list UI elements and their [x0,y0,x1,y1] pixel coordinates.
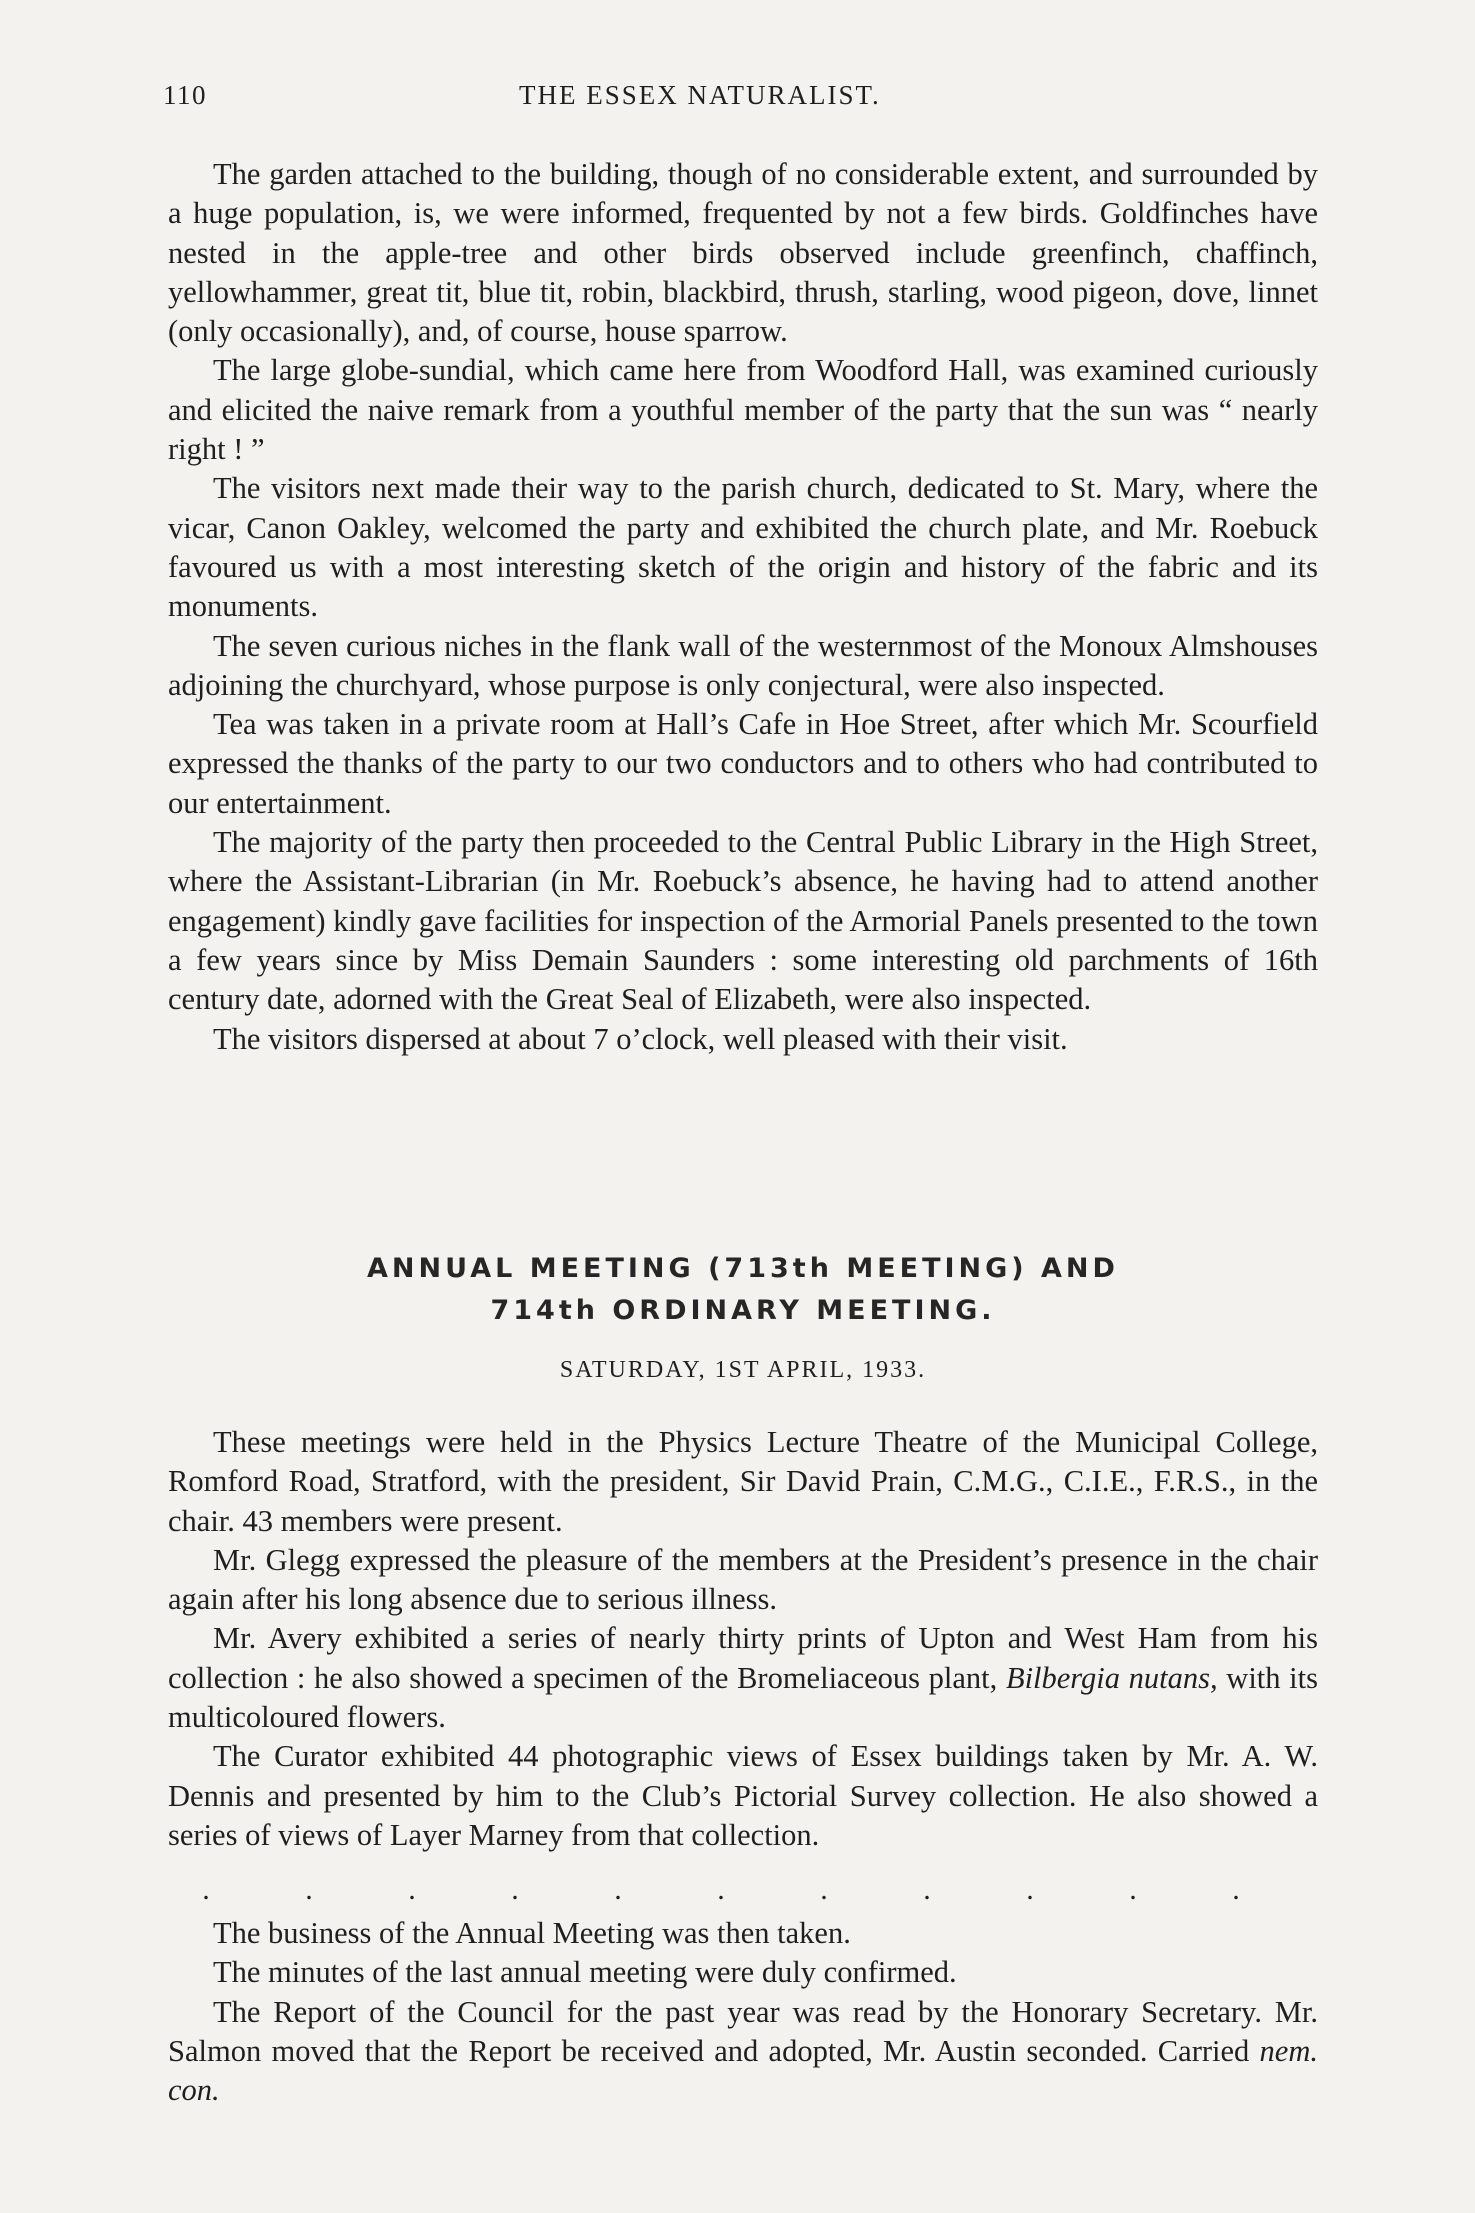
species-name: Bilbergia nutans, [1005,1660,1218,1695]
paragraph-business: The business of the Annual Meeting was then taken. [213,1916,851,1950]
paragraph-glegg: Mr. Glegg expressed the pleasure of the members at the President’s presence in the chair again after his long absence due to serious illness. [168,1542,1318,1617]
paragraph-meetings-held: These meetings were held in the Physics Lecture Theatre of the Municipal College, Romford Road, Stratford, with the president, Sir David Prain, C.M.G., C.I.E., F.R.S., in the chair. 43 members were present. [168,1425,1318,1538]
paragraph-curator: The Curator exhibited 44 photographic views of Essex buildings taken by Mr. A. W. Dennis and presented by him to the Club’s Pictorial Survey collection. He also showed a series of views of Layer Marney from that collection. [168,1739,1318,1852]
paragraph-tea: Tea was taken in a private room at Hall’s Cafe in Hoe Street, after which Mr. Scourfield expressed the thanks of the party to our two conductors and to others who had contributed to our entertainment. [168,707,1318,820]
paragraph-garden: The garden attached to the building, though of no considerable extent, and surrounded by a huge population, is, we were informed, frequented by not a few birds. Goldfinches have nested in the apple-tree and other birds observed include greenfinch, chaffinch, yellowhammer, great tit, blue tit, robin, blackbird, thrush, starling, wood pigeon, dove, linnet (only occasionally), and, of course, house sparrow. [168,157,1318,349]
meeting-date: SATURDAY, 1ST APRIL, 1933. [559,1357,927,1383]
paragraph-report: The Report of the Council for the past year was read by the Honorary Secretary. Mr. Salmon moved that the Report be received and adopted, Mr. Austin seconded. Carried nem. con. [168,1994,1318,2108]
paragraph-avery: Mr. Avery exhibited a series of nearly thirty prints of Upton and West Ham from his collection : he also showed a specimen of the Bromeliaceous plant, Bilbergia nutans, with its multicoloured flowers. [168,1621,1318,1735]
annual-business [168,1914,1318,2110]
excursion-report [168,155,1318,1059]
section-heading [168,1248,1318,1332]
running-title: THE ESSEX NATURALIST. [519,80,881,110]
page-number: 110 [163,80,207,110]
nem-con: nem. con. [168,2033,1318,2108]
heading-line-2: 714th ORDINARY MEETING. [490,1295,996,1326]
paragraph-church: The visitors next made their way to the parish church, dedicated to St. Mary, where the vicar, Canon Oakley, welcomed the party and exhibited the church plate, and Mr. Roebuck favoured us with a most interesting sketch of the origin and history of the fabric and its monuments. [168,471,1318,624]
page-header [163,80,1323,120]
paragraph-niches: The seven curious niches in the flank wall of the westernmost of the Monoux Almshouses adjoining the churchyard, whose purpose is only conjectural, were also inspected. [168,628,1318,702]
section-divider-dots: . . . . . . . . . . . [202,1873,1284,1906]
heading-line-1: ANNUAL MEETING (713th MEETING) AND [367,1253,1119,1284]
paragraph-minutes: The minutes of the last annual meeting were duly confirmed. [213,1955,957,1990]
meeting-report [168,1423,1318,1855]
paragraph-library: The majority of the party then proceeded to the Central Public Library in the High Street, where the Assistant-Librarian (in Mr. Roebuck’s absence, he having had to attend another engagement) kindly gave facilities for inspection of the Armorial Panels presented to the town a few years since by Miss Demain Saunders : some interesting old parchments of 16th century date, adorned with the Great Seal of Elizabeth, were also inspected. [168,825,1318,1017]
paragraph-sundial: The large globe-sundial, which came here from Woodford Hall, was examined curiously and elicited the naive remark from a youthful member of the party that the sun was “ nearly right ! ” [168,353,1318,467]
paragraph-dispersed: The visitors dispersed at about 7 o’clock, well pleased with their visit. [213,1021,1068,1056]
